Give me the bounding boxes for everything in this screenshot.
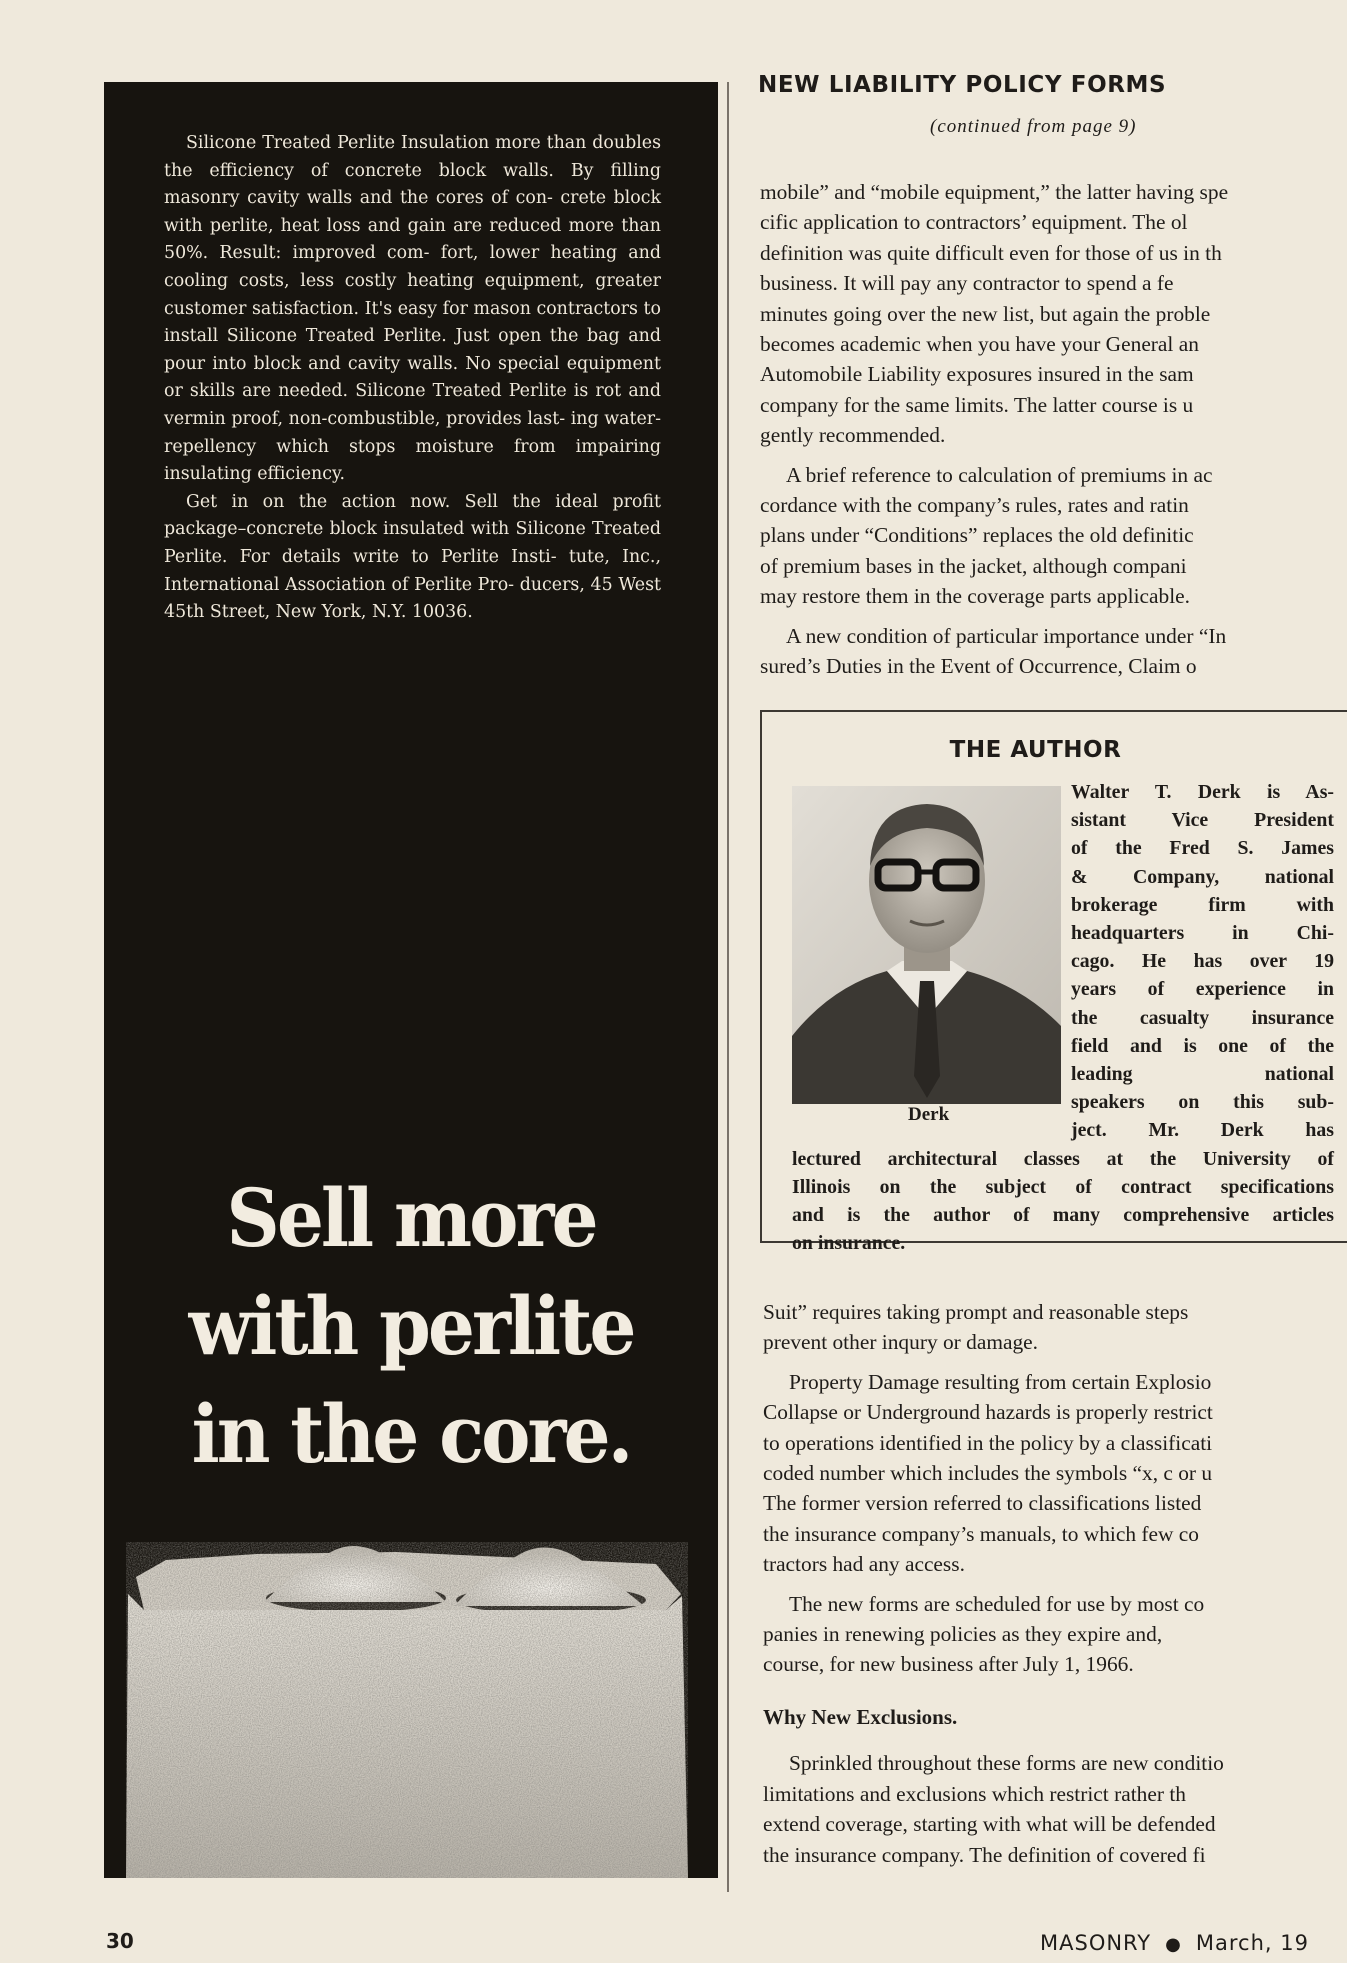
bio-line: sistant Vice President [1071, 809, 1334, 832]
ad-line: reduced more than 50%. Result: improved com- [164, 215, 661, 264]
bio-line: Walter T. Derk is As- [1071, 781, 1334, 803]
text-line: may restore them in the coverage parts applicable. [760, 584, 1191, 609]
bio-line: brokerage firm with [1071, 893, 1334, 916]
bio-line: ject. Mr. Derk has [1071, 1119, 1334, 1142]
bio-line: field and is one of the [1071, 1034, 1334, 1057]
ad-headline-line: with perlite [188, 1280, 634, 1374]
ad-line: Treated Perlite. For details write to Perlite Insti- [164, 519, 661, 567]
bio-line: years of experience in [1071, 978, 1334, 1001]
ad-line: ducers, 45 West 45th Street, New York, N.Y. 10036. [164, 574, 661, 623]
photo-caption: Derk [908, 1104, 950, 1125]
perlite-advertisement [104, 82, 718, 1878]
text-line: cific application to contractors’ equipment. The ol [760, 210, 1188, 235]
issue-date: March, 19 [1195, 1931, 1309, 1955]
bio-line: on insurance. [792, 1232, 906, 1255]
article-paragraph [760, 177, 1347, 451]
text-line: plans under “Conditions” replaces the old definitic [760, 523, 1194, 548]
text-line: tractors had any access. [763, 1552, 965, 1577]
text-line: minutes going over the new list, but again the proble [760, 301, 1211, 326]
author-heading: THE AUTHOR [949, 737, 1122, 763]
ad-line: filling masonry cavity walls and the cores of con- [164, 160, 661, 209]
ad-line: Treated Perlite. Just open the bag and pour into [164, 326, 661, 374]
ad-line: block and cavity walls. No special equipment or [164, 353, 661, 402]
ad-line: skills are needed. Silicone Treated Perlite is rot [189, 381, 629, 402]
ad-line: Get in on the action now. Sell the ideal profit [186, 491, 661, 512]
ad-line: tute, Inc., International Association of Perlite Pro- [164, 546, 661, 595]
bio-line: leading national [1071, 1063, 1334, 1086]
article-paragraph [763, 1748, 1347, 1870]
bio-line: lectured architectural classes at the University of [792, 1147, 1334, 1170]
page-number: 30 [106, 1929, 134, 1953]
ad-body-copy [164, 130, 661, 627]
column-rule [727, 82, 729, 1892]
ad-line: It's easy for mason contractors to install Silicone [164, 298, 661, 347]
ad-line: and vermin proof, non-combustible, provides last- [164, 381, 662, 429]
ad-paragraph [164, 489, 661, 627]
ad-line: Silicone Treated Perlite Insulation more than [186, 133, 593, 153]
text-line: A brief reference to calculation of premiums in ac [786, 462, 1213, 487]
bio-line: the casualty insurance [1071, 1006, 1334, 1029]
text-line: limitations and exclusions which restrict rather th [763, 1781, 1186, 1806]
text-line: sured’s Duties in the Event of Occurrence, Claim o [760, 654, 1197, 679]
author-box [760, 710, 1347, 1255]
text-line: The former version referred to classifications listed [763, 1491, 1202, 1516]
article-body-bottom [763, 1297, 1347, 1879]
subhead: Why New Exclusions. [763, 1704, 958, 1729]
author-bio [792, 778, 1334, 1257]
ad-headline [104, 1165, 718, 1489]
text-line: gently recommended. [760, 423, 946, 448]
text-line: cordance with the company’s rules, rates and ratin [760, 493, 1189, 518]
bio-line: Illinois on the subject of contract specifications [792, 1175, 1334, 1198]
article-paragraph [763, 1589, 1347, 1680]
text-line: extend coverage, starting with what will be defended [763, 1812, 1216, 1837]
ad-headline-line: Sell more [226, 1172, 596, 1266]
publication-name: MASONRY [1040, 1931, 1152, 1955]
ad-line: crete block with perlite, heat loss and gain are [164, 188, 661, 236]
article-paragraph [763, 1367, 1347, 1580]
text-line: of premium bases in the jacket, although compani [760, 553, 1187, 578]
ad-line: heating equipment, greater customer satisfaction. [164, 270, 661, 319]
continued-note: (continued from page 9) [930, 116, 1137, 137]
text-line: prevent other inqury or damage. [763, 1330, 1039, 1355]
bio-line: cago. He has over 19 [1071, 950, 1334, 973]
article-title: NEW LIABILITY POLICY FORMS [758, 72, 1167, 98]
ad-line: doubles the efficiency of concrete block walls. By [164, 133, 661, 181]
text-line: coded number which includes the symbols “x, c or u [763, 1461, 1213, 1486]
text-line: becomes academic when you have your General an [760, 332, 1199, 357]
text-line: business. It will pay any contractor to spend a fe [760, 271, 1174, 296]
ad-headline-line: in the core. [191, 1388, 631, 1482]
bio-line: of the Fred S. James [1071, 837, 1334, 860]
article-paragraph [763, 1297, 1347, 1358]
text-line: Automobile Liability exposures insured in the sam [760, 362, 1194, 387]
article-body-top [760, 177, 1347, 691]
ad-paragraph [164, 130, 661, 489]
ad-line: ing water-repellency which stops moisture from [164, 408, 661, 457]
text-line: definition was quite difficult even for those of us in th [760, 240, 1222, 265]
text-line: mobile” and “mobile equipment,” the latter having spe [760, 180, 1229, 204]
text-line: Suit” requires taking prompt and reasonable steps [763, 1300, 1189, 1324]
text-line: The new forms are scheduled for use by most co [789, 1591, 1205, 1616]
concrete-block-illustration [126, 1502, 688, 1878]
text-line: panies in renewing policies as they expire and, [763, 1622, 1163, 1647]
text-line: Collapse or Underground hazards is properly restrict [763, 1400, 1213, 1425]
block-texture [126, 1542, 688, 1878]
running-footer [1040, 1931, 1309, 1955]
text-line: A new condition of particular importance under “In [786, 623, 1227, 648]
bio-line: and is the author of many comprehensive articles [792, 1204, 1334, 1227]
text-line: course, for new business after July 1, 1966. [763, 1652, 1134, 1677]
article-paragraph [760, 460, 1347, 612]
text-line: to operations identified in the policy by a classificati [763, 1430, 1213, 1455]
bio-line: headquarters in Chi- [1071, 922, 1334, 945]
ad-line: impairing insulating efficiency. [164, 436, 661, 485]
ad-line: fort, lower heating and cooling costs, less costly [164, 243, 661, 291]
text-line: the insurance company’s manuals, to which few co [763, 1521, 1200, 1546]
text-line: company for the same limits. The latter course is u [760, 392, 1194, 417]
text-line: Property Damage resulting from certain Explosio [789, 1369, 1212, 1394]
bio-line: & Company, national [1071, 865, 1334, 888]
bio-line: speakers on this sub- [1071, 1091, 1334, 1114]
text-line: Sprinkled throughout these forms are new conditio [789, 1751, 1224, 1776]
article-paragraph [760, 621, 1347, 682]
text-line: the insurance company. The definition of covered fi [763, 1842, 1206, 1867]
ad-line: package–concrete block insulated with Silicone [164, 519, 592, 540]
bullet-icon: ● [1165, 1934, 1182, 1955]
